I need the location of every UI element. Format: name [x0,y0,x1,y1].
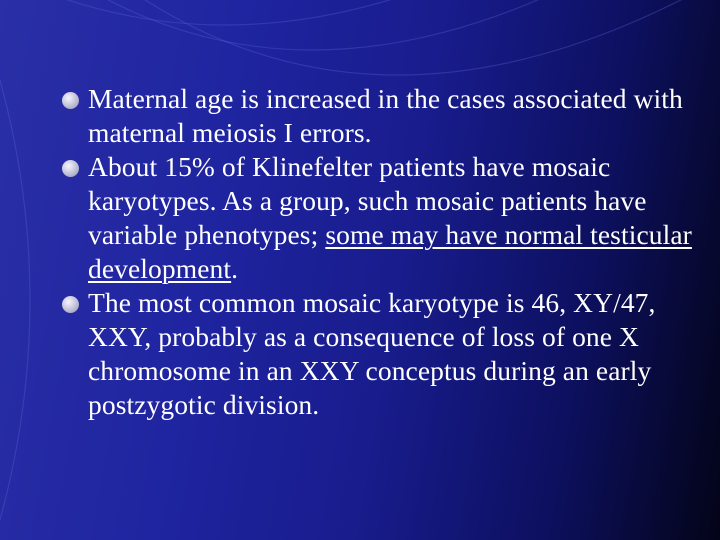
bullet-text: The most common mosaic karyotype is 46, XY/47, XXY, probably as a consequence of loss of one X chromosome in an XXY conceptus during an early postzygotic division. [88,287,656,420]
bullet-text-end: . [231,253,239,284]
bullet-dot-icon [62,296,79,313]
bullet-item-mosaic-karyotypes [62,150,702,286]
bullet-dot-icon [62,160,79,177]
bullet-text: About 15% of Klinefelter patients have mosaic karyotypes. As a group, such mosaic patients have variable phenotypes; [88,151,647,250]
underlined-phrase: some may have normal testicular development [88,219,692,284]
bullet-item-common-karyotype [62,286,702,422]
bullet-text: Maternal age is increased in the cases associated with maternal meiosis I errors. [88,83,683,148]
bullet-item-maternal-age [62,82,702,150]
bullet-dot-icon [62,92,79,109]
bullet-list [62,82,702,422]
